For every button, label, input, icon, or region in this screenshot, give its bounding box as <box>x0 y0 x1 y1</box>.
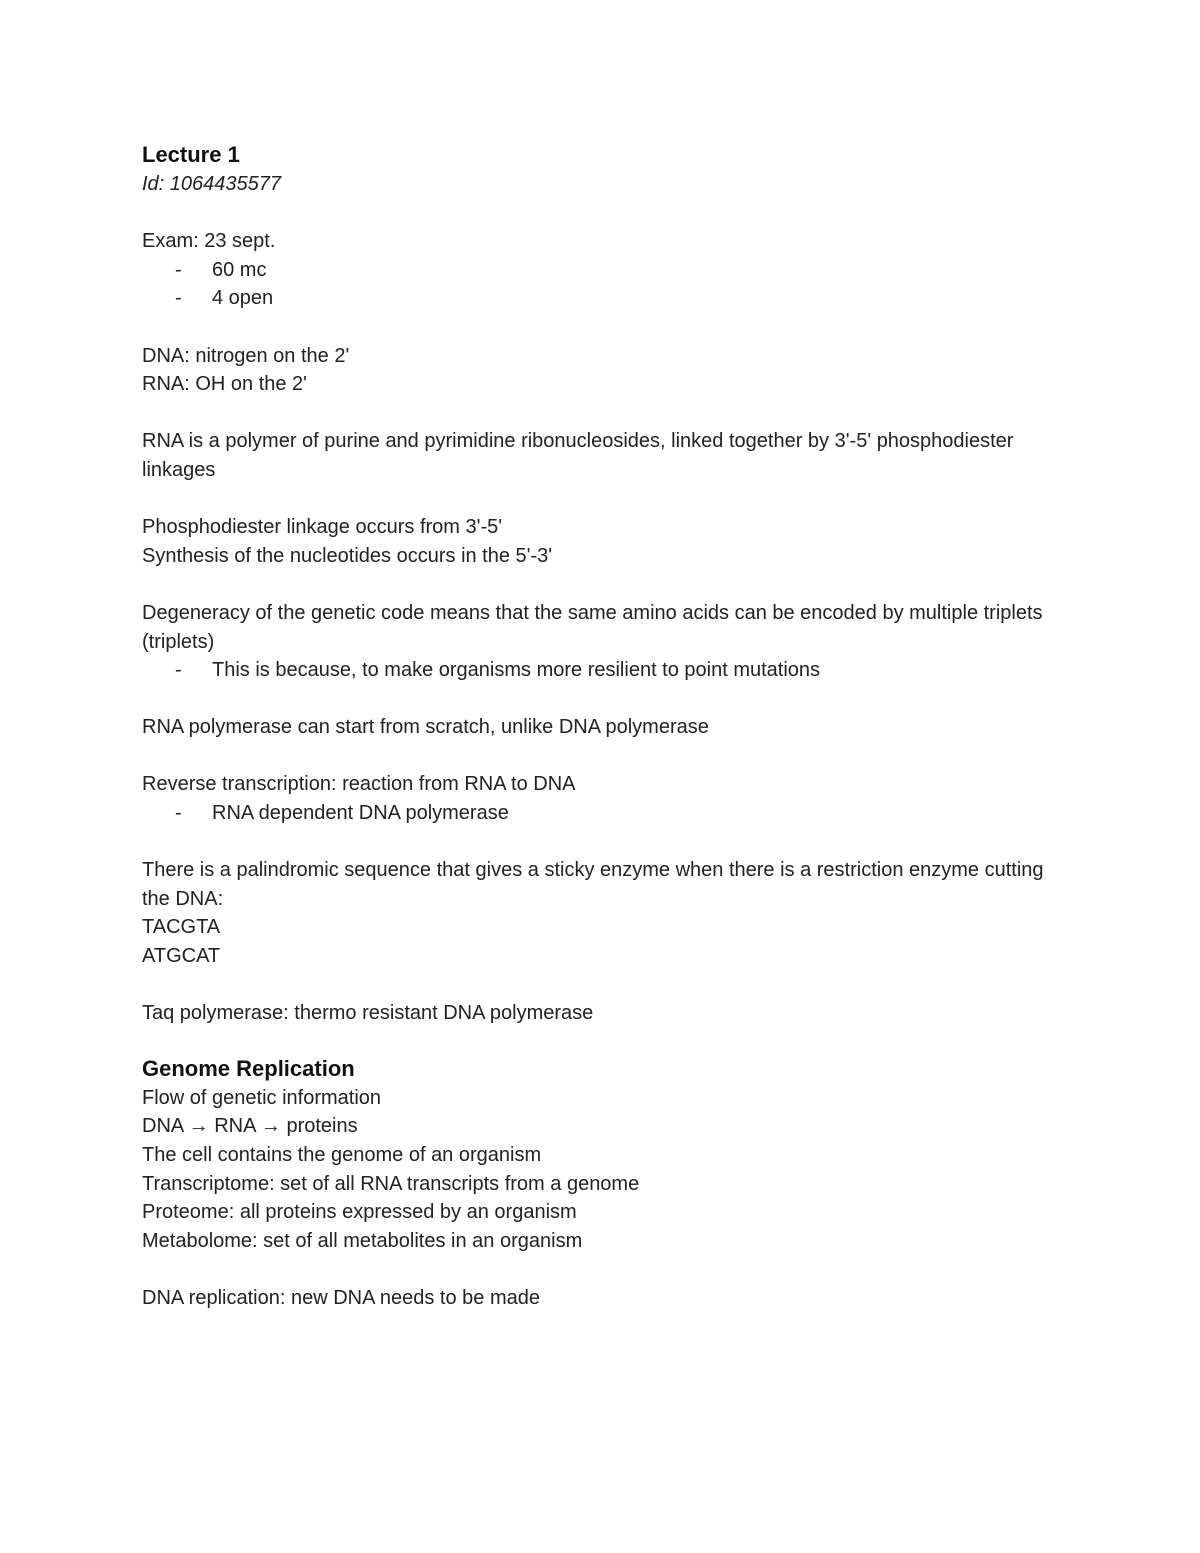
exam-line: Exam: 23 sept. <box>142 230 276 253</box>
list-item: - 60 mc <box>142 256 1062 285</box>
rna-line: RNA: OH on the 2' <box>142 373 307 396</box>
palindrome-paragraph: There is a palindromic sequence that gives a sticky enzyme when there is a restriction enzyme cutting the DNA: <box>142 859 1050 910</box>
genome-line: The cell contains the genome of an organism <box>142 1144 542 1166</box>
genome-line: Metabolome: set of all metabolites in an organism <box>142 1229 583 1252</box>
genome-line: Flow of genetic information <box>142 1086 382 1109</box>
lecture-id: Id: 1064435577 <box>142 173 282 195</box>
reverse-list <box>142 799 1062 828</box>
synthesis-line: Synthesis of the nucleotides occurs in the 5'-3' <box>142 544 553 567</box>
taq-line: Taq polymerase: thermo resistant DNA polymerase <box>142 1002 594 1025</box>
rna-polymerase-line: RNA polymerase can start from scratch, unlike DNA polymerase <box>142 716 709 739</box>
polymer-paragraph: RNA is a polymer of purine and pyrimidine ribonucleosides, linked together by 3'-5' phosphodiester linkages <box>142 430 1020 481</box>
list-item: - This is because, to make organisms more resilient to point mutations <box>142 656 1062 685</box>
section-heading-genome: Genome Replication <box>142 1055 355 1081</box>
dash-bullet: - <box>175 659 182 682</box>
genome-line: DNA → RNA → proteins <box>142 1115 358 1138</box>
document-page <box>142 140 1062 1313</box>
dna-line: DNA: nitrogen on the 2' <box>142 344 350 367</box>
exam-list <box>142 256 1062 313</box>
degeneracy-list <box>142 656 1062 685</box>
sequence-1: TACGTA <box>142 916 221 939</box>
dash-bullet: - <box>175 802 182 825</box>
genome-line: Transcriptome: set of all RNA transcripts from a genome <box>142 1172 640 1195</box>
lecture-title: Lecture 1 <box>142 142 240 167</box>
genome-line: Proteome: all proteins expressed by an organism <box>142 1201 577 1224</box>
sequence-2: ATGCAT <box>142 945 221 968</box>
degeneracy-paragraph: Degeneracy of the genetic code means that the same amino acids can be encoded by multiple triplets (triplets) <box>142 601 1049 653</box>
dash-bullet: - <box>175 287 182 310</box>
reverse-transcription-line: Reverse transcription: reaction from RNA to DNA <box>142 773 576 796</box>
linkage-line: Phosphodiester linkage occurs from 3'-5' <box>142 516 503 539</box>
list-item: - 4 open <box>142 284 1062 313</box>
list-item: - RNA dependent DNA polymerase <box>142 799 1062 828</box>
replication-line: DNA replication: new DNA needs to be made <box>142 1286 540 1309</box>
dash-bullet: - <box>175 258 182 281</box>
